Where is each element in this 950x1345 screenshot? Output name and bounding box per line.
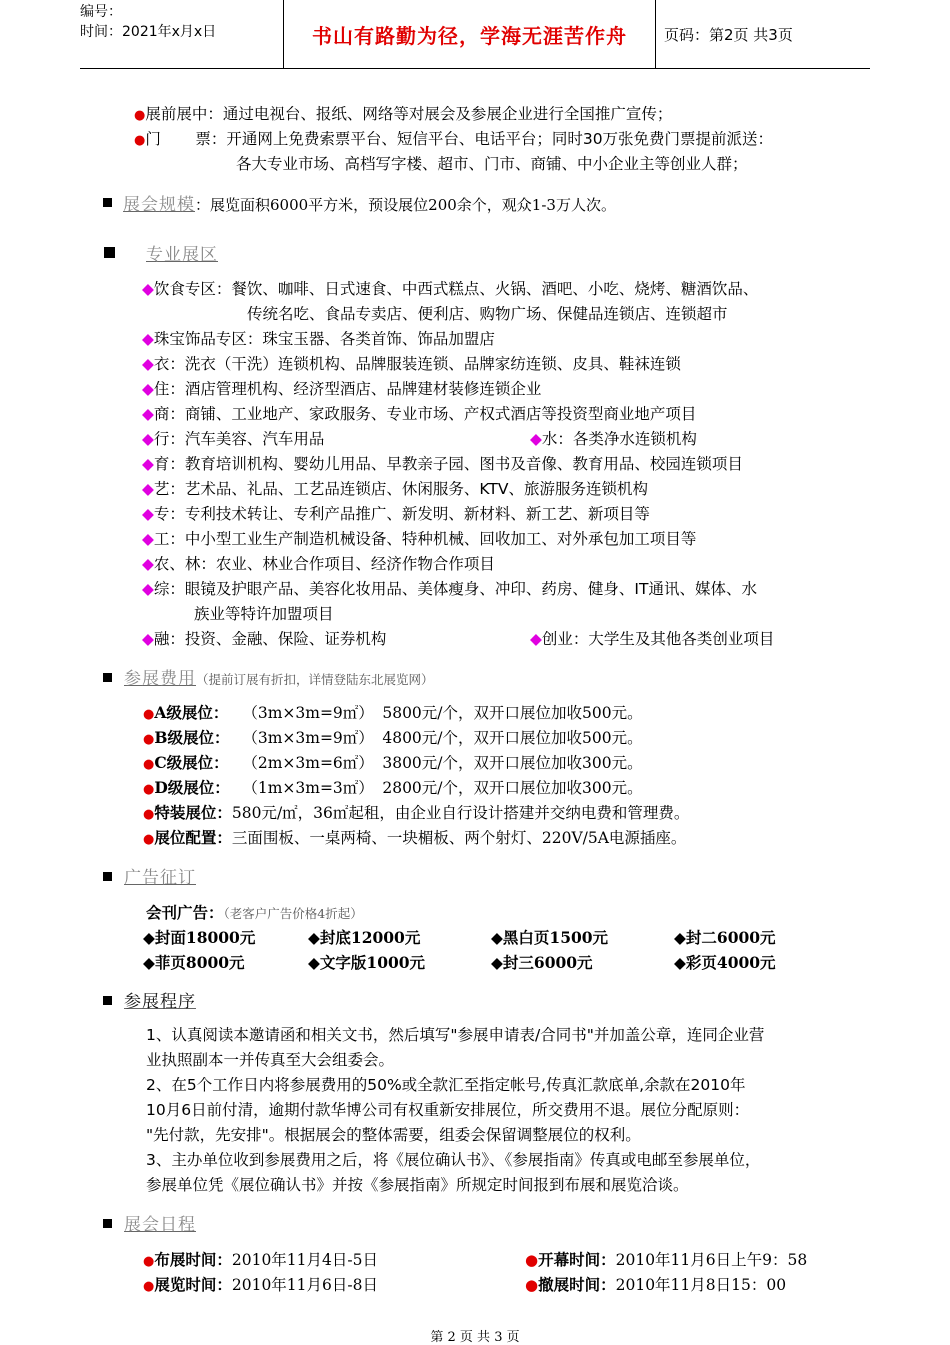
- header-meta: [80, 2, 280, 42]
- diamond-bullet-icon: ◆: [142, 280, 154, 298]
- fee-special: [143, 800, 689, 827]
- diamond-bullet-icon: ◆: [142, 630, 154, 648]
- zone-item: [142, 402, 696, 427]
- diamond-bullet-icon: ◆: [143, 953, 155, 972]
- zone-item-text: 水：各类净水连锁机构: [541, 430, 697, 448]
- ad-price-text: 彩页4000元: [685, 953, 776, 972]
- zone-item-text: 行：汽车美容、汽车用品: [153, 430, 325, 448]
- diamond-bullet-icon: ◆: [491, 953, 503, 972]
- fee-spec: （3m×3m=9㎡）: [242, 704, 374, 722]
- zone-item-text: 专：专利技术转让、专利产品推广、新发明、新材料、新工艺、新项目等: [153, 505, 650, 523]
- fee-label: C级展位：: [154, 753, 229, 772]
- bullet-icon: ●: [143, 832, 155, 847]
- fees-heading: [124, 664, 434, 689]
- zone-item: [142, 327, 495, 352]
- ads-label-line: [146, 901, 363, 926]
- ad-price-text: 封底12000元: [319, 928, 421, 947]
- fee-price: 4800元/个，双开口展位加收500元。: [382, 729, 643, 747]
- promo-line: 各大专业市场、高档写字楼、超市、门市、商铺、中小企业主等创业人群；: [236, 155, 748, 173]
- ad-price-text: 封面18000元: [154, 928, 256, 947]
- header-motto: 书山有路勤为径，学海无涯苦作舟: [312, 24, 627, 48]
- ad-price-item: [143, 925, 255, 950]
- square-bullet-icon: [103, 198, 112, 207]
- section-title: 参展程序: [124, 992, 196, 1012]
- fees-note: （提前订展有折扣，详情登陆东北展览网）: [196, 672, 434, 687]
- schedule-show: ●展览时间：2010年11月6日-8日: [143, 1275, 378, 1294]
- header-page-info: 页码：第2页 共3页: [664, 26, 793, 44]
- bullet-icon: ●: [143, 1254, 155, 1269]
- zone-item-text: 艺：艺术品、礼品、工艺品连锁店、休闲服务、KTV、旅游服务连锁机构: [153, 480, 648, 498]
- section-title: 参展费用: [124, 669, 196, 689]
- zone-item: [142, 352, 681, 377]
- fee-label: A级展位：: [154, 703, 229, 722]
- ad-price-item: [143, 950, 245, 975]
- procedure-text: 2、在5个工作日内将参展费用的50%或全款汇至指定帐号,传真汇款底单,余款在2010年: [146, 1076, 746, 1094]
- ad-price-item: [491, 950, 593, 975]
- time-label: 时间：2021年x月x日: [80, 24, 217, 40]
- diamond-bullet-icon: ◆: [142, 455, 154, 473]
- zone-item: [142, 577, 757, 602]
- zone-item: [142, 527, 696, 552]
- scale-line: [123, 190, 616, 215]
- fee-row: [143, 750, 643, 777]
- zone-item-continued: 族业等特许加盟项目: [194, 605, 334, 623]
- diamond-bullet-icon: ◆: [308, 953, 320, 972]
- bullet-icon: ●: [143, 732, 155, 747]
- fee-label: B级展位：: [154, 728, 230, 747]
- number-label: 编号：: [80, 4, 122, 20]
- fee-config: [143, 825, 686, 852]
- diamond-bullet-icon: ◆: [530, 430, 542, 448]
- bullet-icon: ●: [525, 1276, 539, 1294]
- zone-item: [142, 377, 541, 402]
- square-bullet-icon: [103, 872, 112, 881]
- section-title: 广告征订: [124, 868, 196, 888]
- diamond-bullet-icon: ◆: [142, 405, 154, 423]
- zone-item: [530, 627, 774, 652]
- fee-row: [143, 700, 643, 727]
- zone-item-text: 融：投资、金融、保险、证券机构: [153, 630, 387, 648]
- fee-row: [143, 725, 643, 752]
- zone-item-text: 珠宝饰品专区：珠宝玉器、各类首饰、饰品加盟店: [153, 330, 495, 348]
- ad-price-item: [308, 950, 425, 975]
- promo-line: ●门 票：开通网上免费索票平台、短信平台、电话平台；同时30万张免费门票提前派送：: [134, 130, 774, 148]
- square-bullet-icon: [103, 1219, 112, 1228]
- bullet-icon: ●: [525, 1251, 539, 1269]
- bullet-icon: ●: [143, 807, 155, 822]
- zone-item-text: 商：商铺、工业地产、家政服务、专业市场、产权式酒店等投资型商业地产项目: [153, 405, 697, 423]
- diamond-bullet-icon: ◆: [143, 928, 155, 947]
- fee-price: 3800元/个，双开口展位加收300元。: [382, 754, 643, 772]
- ads-label: 会刊广告：: [146, 904, 224, 922]
- fee-row: [143, 775, 643, 802]
- zone-item-text: 饮食专区：餐饮、咖啡、日式速食、中西式糕点、火锅、酒吧、小吃、烧烤、糖酒饮品、: [153, 280, 759, 298]
- page-footer: 第 2 页 共 3 页: [430, 1330, 520, 1345]
- diamond-bullet-icon: ◆: [142, 555, 154, 573]
- bullet-icon: ●: [143, 1279, 155, 1294]
- ad-price-text: 封三6000元: [502, 953, 593, 972]
- diamond-bullet-icon: ◆: [674, 953, 686, 972]
- bullet-icon: ●: [143, 782, 155, 797]
- zone-item-text: 创业：大学生及其他各类创业项目: [541, 630, 775, 648]
- ad-price-item: [308, 925, 420, 950]
- header-divider: [655, 0, 656, 68]
- bullet-icon: ●: [143, 757, 155, 772]
- schedule-open: ●开幕时间：2010年11月6日上午9：58: [525, 1250, 808, 1269]
- zone-item-text: 农、林：农业、林业合作项目、经济作物合作项目: [153, 555, 495, 573]
- diamond-bullet-icon: ◆: [142, 505, 154, 523]
- ad-price-item: [674, 950, 776, 975]
- diamond-bullet-icon: ◆: [142, 430, 154, 448]
- zone-item-text: 综：眼镜及护眼产品、美容化妆用品、美体瘦身、冲印、药房、健身、IT通讯、媒体、水: [153, 580, 757, 598]
- procedure-text: 3、主办单位收到参展费用之后，将《展位确认书》、《参展指南》传真或电邮至参展单位，: [146, 1151, 761, 1169]
- fee-special-text: 580元/㎡，36㎡起租，由企业自行设计搭建并交纳电费和管理费。: [231, 804, 690, 822]
- bullet-icon: ●: [143, 707, 155, 722]
- zone-item-text: 衣：洗衣（干洗）连锁机构、品牌服装连锁、品牌家纺连锁、皮具、鞋袜连锁: [153, 355, 681, 373]
- zone-item: [142, 627, 386, 652]
- scale-text: ：展览面积6000平方米，预设展位200余个，观众1-3万人次。: [195, 196, 616, 214]
- section-title: 专业展区: [146, 245, 218, 265]
- promo-line: ●展前展中：通过电视台、报纸、网络等对展会及参展企业进行全国推广宣传；: [134, 105, 673, 123]
- ad-price-item: [674, 925, 776, 950]
- zone-item-continued: 传统名吃、食品专卖店、便利店、购物广场、保健品连锁店、连锁超市: [247, 305, 728, 323]
- fee-config-label: 展位配置：: [154, 828, 232, 847]
- page-header: [80, 0, 870, 69]
- square-bullet-icon: [104, 247, 115, 258]
- diamond-bullet-icon: ◆: [142, 530, 154, 548]
- diamond-bullet-icon: ◆: [674, 928, 686, 947]
- ad-price-text: 菲页8000元: [154, 953, 245, 972]
- procedure-text: 1、认真阅读本邀请函和相关文书，然后填写"参展申请表/合同书"并加盖公章，连同企业营: [146, 1026, 765, 1044]
- procedure-text: 参展单位凭《展位确认书》并按《参展指南》所规定时间报到布展和展览洽谈。: [146, 1176, 689, 1194]
- diamond-bullet-icon: ◆: [530, 630, 542, 648]
- diamond-bullet-icon: ◆: [142, 330, 154, 348]
- bullet-icon: ●: [134, 108, 146, 123]
- schedule-setup: ●布展时间：2010年11月4日-5日: [143, 1250, 378, 1269]
- fee-special-label: 特装展位：: [154, 803, 232, 822]
- ads-note: （老客户广告价格4折起）: [223, 906, 363, 921]
- ad-price-text: 黑白页1500元: [502, 928, 609, 947]
- zone-item-text: 育：教育培训机构、婴幼儿用品、早教亲子园、图书及音像、教育用品、校园连锁项目: [153, 455, 743, 473]
- ad-price-text: 文字版1000元: [319, 953, 426, 972]
- section-title: 展会日程: [124, 1215, 196, 1235]
- diamond-bullet-icon: ◆: [142, 355, 154, 373]
- zone-item: [142, 477, 648, 502]
- zone-item: [142, 552, 495, 577]
- zone-item: [530, 427, 697, 452]
- fee-spec: （3m×3m=9㎡）: [242, 729, 374, 747]
- procedure-text: 业执照副本一并传真至大会组委会。: [146, 1051, 395, 1069]
- section-title: 展会规模: [123, 195, 195, 215]
- bullet-icon: ●: [134, 133, 146, 148]
- diamond-bullet-icon: ◆: [142, 480, 154, 498]
- zone-item: [142, 502, 650, 527]
- procedure-text: "先付款，先安排"。根据展会的整体需要，组委会保留调整展位的权利。: [146, 1126, 641, 1144]
- fee-price: 2800元/个，双开口展位加收300元。: [382, 779, 643, 797]
- fee-label: D级展位：: [154, 778, 230, 797]
- diamond-bullet-icon: ◆: [142, 580, 154, 598]
- zone-item-text: 工：中小型工业生产制造机械设备、特种机械、回收加工、对外承包加工项目等: [153, 530, 697, 548]
- ad-price-text: 封二6000元: [685, 928, 776, 947]
- fee-price: 5800元/个，双开口展位加收500元。: [382, 704, 643, 722]
- zone-item: [142, 427, 324, 452]
- diamond-bullet-icon: ◆: [142, 380, 154, 398]
- zone-item: [142, 277, 758, 302]
- diamond-bullet-icon: ◆: [491, 928, 503, 947]
- fee-spec: （2m×3m=6㎡）: [242, 754, 374, 772]
- diamond-bullet-icon: ◆: [308, 928, 320, 947]
- square-bullet-icon: [103, 996, 112, 1005]
- fee-config-text: 三面围板、一桌两椅、一块楣板、两个射灯、220V/5A电源插座。: [231, 829, 687, 847]
- zone-item-text: 住：酒店管理机构、经济型酒店、品牌建材装修连锁企业: [153, 380, 542, 398]
- ad-price-item: [491, 925, 608, 950]
- procedure-text: 10月6日前付清，逾期付款华博公司有权重新安排展位，所交费用不退。展位分配原则：: [146, 1101, 750, 1119]
- square-bullet-icon: [103, 673, 112, 682]
- zone-item: [142, 452, 743, 477]
- fee-spec: （1m×3m=3㎡）: [242, 779, 374, 797]
- schedule-close: ●撤展时间：2010年11月8日15：00: [525, 1275, 787, 1294]
